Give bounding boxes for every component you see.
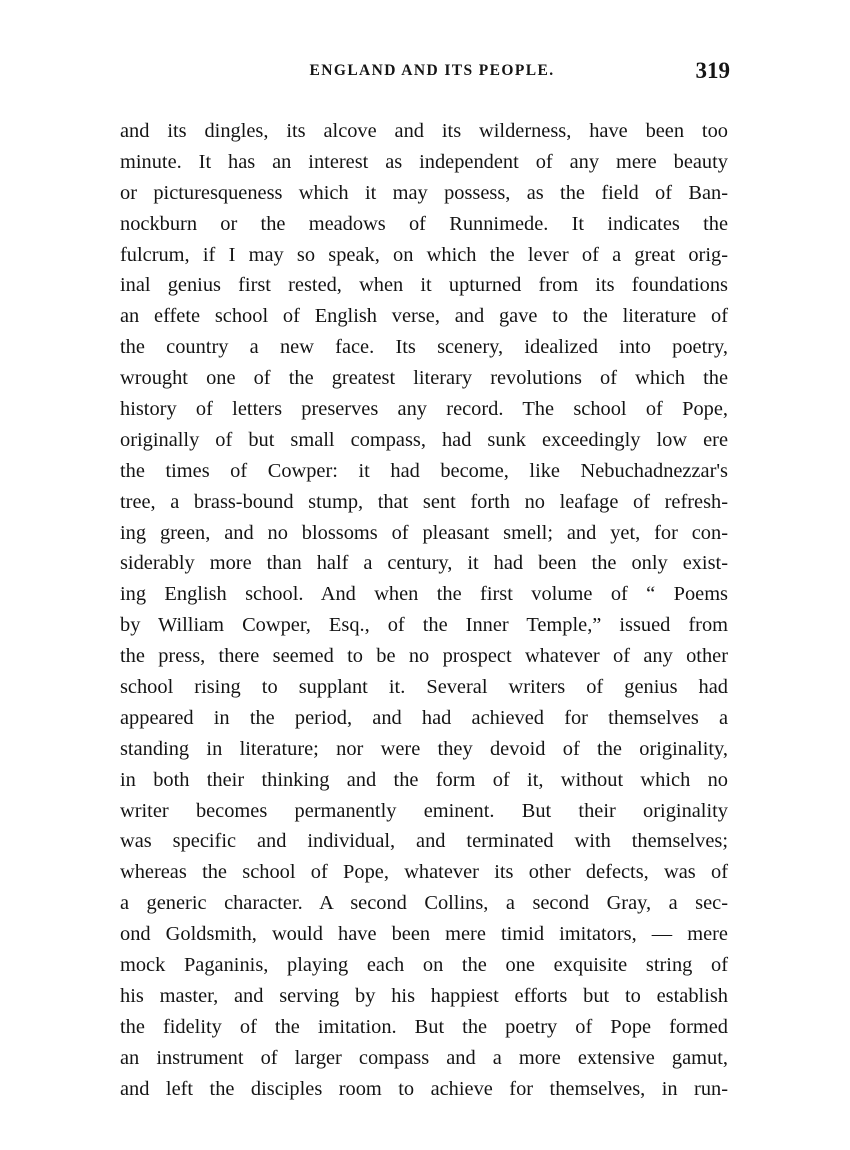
text-line: or picturesqueness which it may possess, as the field of Ban- <box>120 181 728 204</box>
text-line: by William Cowper, Esq., of the Inner Temple,” issued from <box>120 614 728 637</box>
text-line: the fidelity of the imitation. But the poetry of Pope formed <box>120 1015 728 1038</box>
text-line: ond Goldsmith, would have been mere timid imitators, — mere <box>120 923 728 946</box>
text-line: siderably more than half a century, it had been the only exist- <box>120 552 728 575</box>
text-line: appeared in the period, and had achieved for themselves a <box>120 706 728 729</box>
text-line: fulcrum, if I may so speak, on which the lever of a great orig- <box>120 243 728 266</box>
text-line: was specific and individual, and terminated with themselves; <box>120 830 728 853</box>
text-line: tree, a brass-bound stump, that sent forth no leafage of refresh- <box>120 490 728 513</box>
text-line: ing green, and no blossoms of pleasant smell; and yet, for con- <box>120 521 728 544</box>
text-line: wrought one of the greatest literary revolutions of which the <box>120 367 728 390</box>
text-line: and left the disciples room to achieve for themselves, in run- <box>120 1077 728 1100</box>
body-text <box>120 116 728 1105</box>
text-line: writer becomes permanently eminent. But their originality <box>120 799 728 822</box>
text-line: standing in literature; nor were they devoid of the originality, <box>120 737 728 760</box>
text-line: an effete school of English verse, and gave to the literature of <box>120 305 728 328</box>
text-line: ing English school. And when the first volume of “ Poems <box>120 583 728 606</box>
text-line: in both their thinking and the form of it, without which no <box>120 768 728 791</box>
text-line: school rising to supplant it. Several writers of genius had <box>120 676 728 699</box>
running-title: ENGLAND AND ITS PEOPLE. <box>309 62 555 79</box>
text-line: a generic character. A second Collins, a second Gray, a sec- <box>120 892 728 915</box>
page-number: 319 <box>695 58 730 83</box>
text-line: an instrument of larger compass and a more extensive gamut, <box>120 1046 728 1069</box>
text-line: mock Paganinis, playing each on the one exquisite string of <box>120 954 728 977</box>
text-line: originally of but small compass, had sunk exceedingly low ere <box>120 428 728 451</box>
text-line: whereas the school of Pope, whatever its other defects, was of <box>120 861 728 884</box>
text-line: the country a new face. Its scenery, idealized into poetry, <box>120 336 728 359</box>
running-head <box>120 58 730 88</box>
text-line: and its dingles, its alcove and its wilderness, have been too <box>120 120 728 142</box>
text-line: minute. It has an interest as independent of any mere beauty <box>120 150 728 173</box>
text-line: nockburn or the meadows of Runnimede. It indicates the <box>120 212 728 235</box>
text-line: his master, and serving by his happiest efforts but to establish <box>120 984 728 1007</box>
text-line: the times of Cowper: it had become, like Nebuchadnezzar's <box>120 459 728 482</box>
text-line: history of letters preserves any record. The school of Pope, <box>120 398 728 421</box>
text-line: the press, there seemed to be no prospect whatever of any other <box>120 645 728 668</box>
text-line: inal genius first rested, when it upturned from its foundations <box>120 274 728 297</box>
